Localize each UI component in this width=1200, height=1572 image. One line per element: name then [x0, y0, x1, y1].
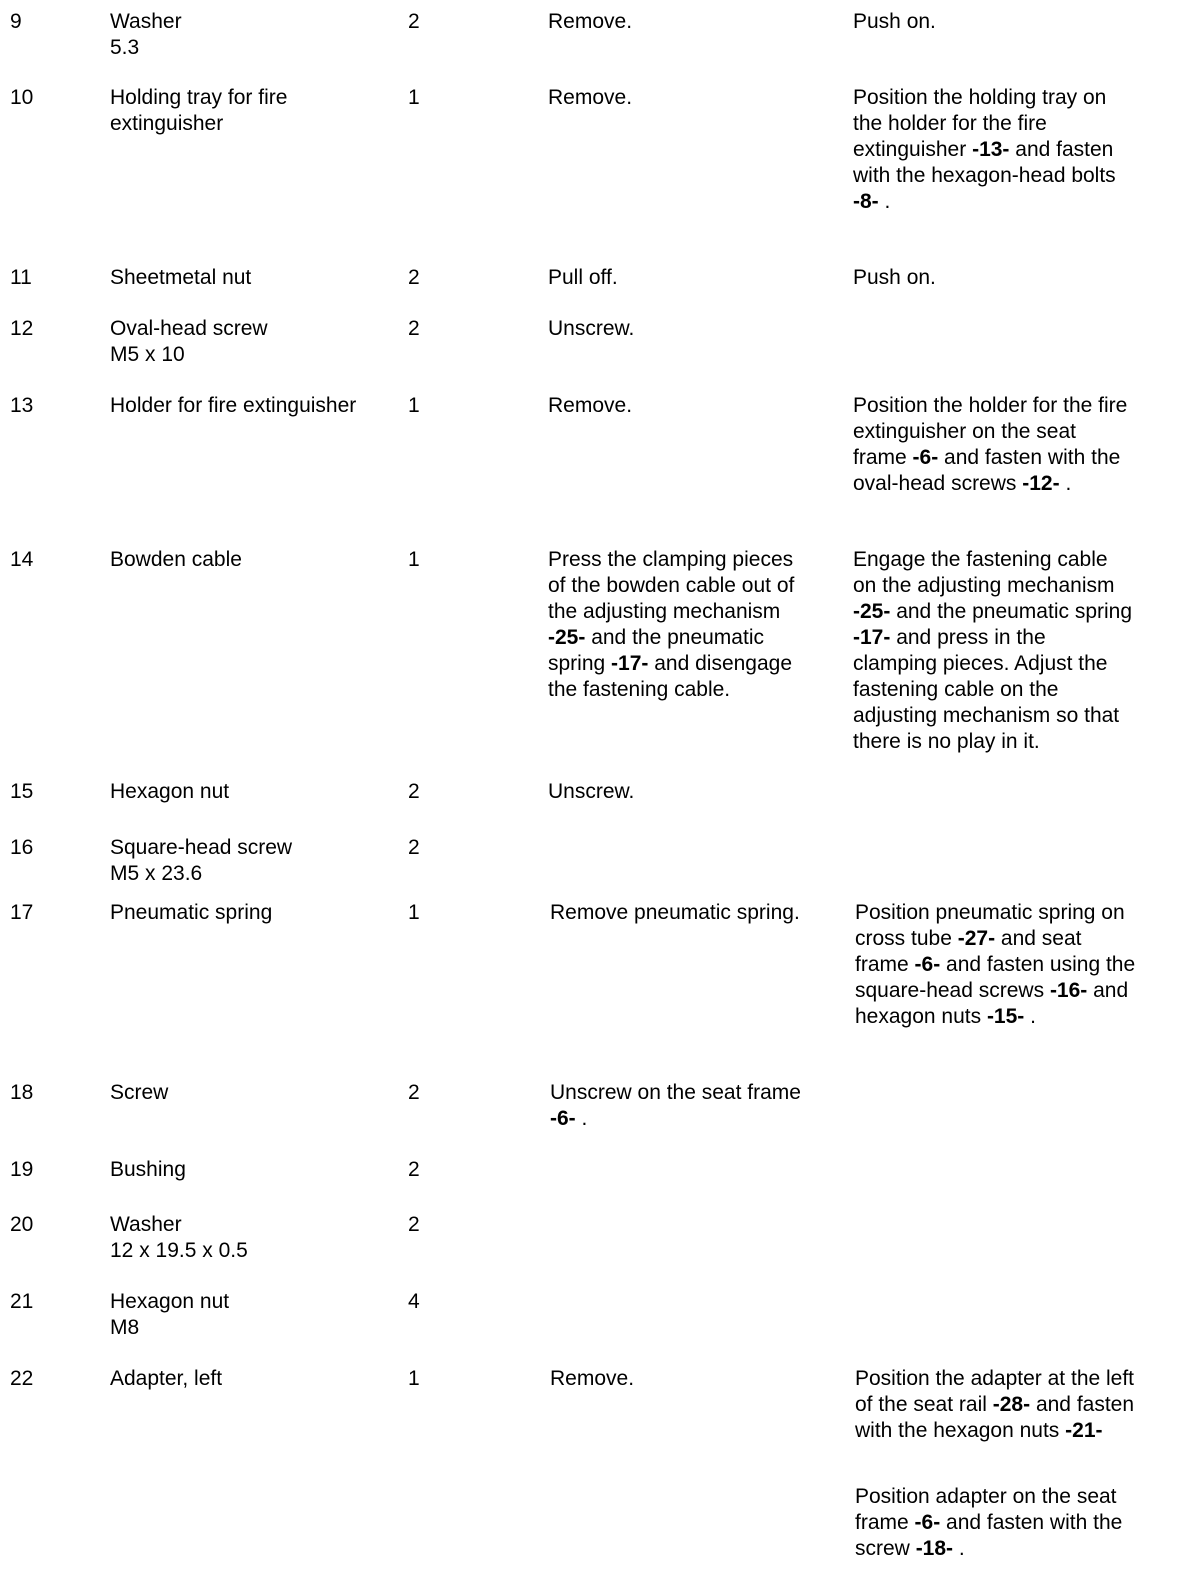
- text-line: -25- and the pneumatic: [548, 626, 764, 649]
- text-line: Unscrew on the seat frame: [550, 1081, 801, 1104]
- item-number: 21: [10, 1290, 34, 1313]
- item-number: 9: [10, 10, 22, 33]
- removal-text: [548, 547, 838, 703]
- text-line: Position the adapter at the left: [855, 1367, 1135, 1390]
- description-line: M5 x 10: [110, 343, 185, 366]
- text-line: Position pneumatic spring on: [855, 901, 1125, 924]
- text-line: Pull off.: [548, 266, 618, 289]
- installation-text: [855, 900, 1190, 1030]
- item-description: [110, 779, 395, 805]
- text-line: square-head screws -16- and: [855, 979, 1129, 1002]
- item-number: 20: [10, 1213, 34, 1236]
- installation-text: [853, 85, 1188, 215]
- part-reference: -18-: [915, 1537, 954, 1560]
- description-line: Square-head screw: [110, 836, 293, 859]
- item-description: [110, 547, 395, 573]
- text-line: adjusting mechanism so that: [853, 704, 1120, 727]
- description-line: Hexagon nut: [110, 1290, 230, 1313]
- part-reference: -21-: [1065, 1419, 1103, 1442]
- text-line: the holder for the fire: [853, 112, 1047, 135]
- text-line: clamping pieces. Adjust the: [853, 652, 1108, 675]
- item-quantity: 4: [408, 1290, 420, 1313]
- item-number: 17: [10, 901, 34, 924]
- description-line: Oval-head screw: [110, 317, 268, 340]
- part-reference: -6-: [912, 446, 939, 469]
- text-line: the fastening cable.: [548, 678, 731, 701]
- text-line: Unscrew.: [548, 317, 635, 340]
- installation-text: [853, 265, 1188, 291]
- item-quantity: 2: [408, 1213, 420, 1236]
- text-line: on the adjusting mechanism: [853, 574, 1115, 597]
- text-line: oval-head screws -12- .: [853, 472, 1072, 495]
- text-line: -17- and press in the: [853, 626, 1046, 649]
- text-line: there is no play in it.: [853, 730, 1040, 753]
- description-line: Bowden cable: [110, 548, 242, 571]
- item-description: [110, 85, 395, 137]
- description-line: Adapter, left: [110, 1367, 223, 1390]
- part-reference: -27-: [957, 927, 996, 950]
- part-reference: -28-: [992, 1393, 1031, 1416]
- text-line: hexagon nuts -15- .: [855, 1005, 1036, 1028]
- text-line: Push on.: [853, 266, 936, 289]
- text-line: Engage the fastening cable: [853, 548, 1108, 571]
- item-description: [110, 316, 395, 368]
- text-line: with the hexagon nuts -21-: [855, 1419, 1103, 1442]
- description-line: Pneumatic spring: [110, 901, 273, 924]
- text-line: Remove.: [548, 86, 633, 109]
- part-reference: -15-: [986, 1005, 1025, 1028]
- part-reference: -17-: [611, 652, 649, 675]
- description-line: M8: [110, 1316, 140, 1339]
- text-line: cross tube -27- and seat: [855, 927, 1082, 950]
- removal-text: [548, 265, 838, 291]
- item-number: 13: [10, 394, 34, 417]
- removal-text: [550, 1366, 840, 1392]
- removal-text: [548, 316, 838, 342]
- part-reference: -17-: [853, 626, 891, 649]
- installation-text: [853, 547, 1188, 755]
- item-description: [110, 1157, 395, 1183]
- text-line: with the hexagon-head bolts: [853, 164, 1116, 187]
- item-number: 10: [10, 86, 34, 109]
- text-line: screw -18- .: [855, 1537, 965, 1560]
- part-reference: -16-: [1049, 979, 1088, 1002]
- item-description: [110, 1212, 395, 1264]
- description-line: Washer: [110, 1213, 182, 1236]
- item-description: [110, 9, 395, 61]
- part-reference: -12-: [1022, 472, 1060, 495]
- part-reference: -25-: [548, 626, 586, 649]
- text-line: frame -6- and fasten with the: [855, 1511, 1123, 1534]
- item-description: [110, 900, 395, 926]
- text-line: of the seat rail -28- and fasten: [855, 1393, 1135, 1416]
- item-number: 18: [10, 1081, 34, 1104]
- description-line: M5 x 23.6: [110, 862, 203, 885]
- part-reference: -25-: [853, 600, 891, 623]
- text-line: -6- .: [550, 1107, 588, 1130]
- text-line: -25- and the pneumatic spring: [853, 600, 1133, 623]
- description-line: Sheetmetal nut: [110, 266, 252, 289]
- item-number: 15: [10, 780, 34, 803]
- part-reference: -8-: [853, 190, 879, 213]
- description-line: 12 x 19.5 x 0.5: [110, 1239, 248, 1262]
- item-quantity: 2: [408, 266, 420, 289]
- item-number: 14: [10, 548, 34, 571]
- item-quantity: 2: [408, 1081, 420, 1104]
- text-line: spring -17- and disengage: [548, 652, 793, 675]
- item-number: 12: [10, 317, 34, 340]
- installation-text: [855, 1366, 1190, 1444]
- item-quantity: 1: [408, 86, 420, 109]
- removal-text: [548, 393, 838, 419]
- text-line: frame -6- and fasten using the: [855, 953, 1136, 976]
- item-description: [110, 1366, 395, 1392]
- item-description: [110, 393, 395, 419]
- item-quantity: 2: [408, 1158, 420, 1181]
- item-quantity: 2: [408, 317, 420, 340]
- item-description: [110, 835, 395, 887]
- item-number: 22: [10, 1367, 34, 1390]
- text-line: extinguisher -13- and fasten: [853, 138, 1114, 161]
- text-line: Position the holding tray on: [853, 86, 1107, 109]
- description-line: Bushing: [110, 1158, 186, 1181]
- description-line: Holder for fire extinguisher: [110, 394, 357, 417]
- text-line: Remove.: [548, 10, 633, 33]
- description-line: Holding tray for fire: [110, 86, 288, 109]
- item-quantity: 1: [408, 901, 420, 924]
- description-line: Screw: [110, 1081, 169, 1104]
- part-reference: -13-: [972, 138, 1010, 161]
- item-quantity: 1: [408, 1367, 420, 1390]
- removal-text: [550, 900, 840, 926]
- item-description: [110, 1080, 395, 1106]
- text-line: Position adapter on the seat: [855, 1485, 1117, 1508]
- item-quantity: 2: [408, 836, 420, 859]
- removal-text: [550, 1080, 840, 1132]
- removal-text: [548, 85, 838, 111]
- removal-text: [548, 779, 838, 805]
- text-line: Remove.: [550, 1367, 635, 1390]
- item-number: 19: [10, 1158, 34, 1181]
- item-quantity: 2: [408, 780, 420, 803]
- installation-note: [855, 1484, 1190, 1562]
- text-line: Remove pneumatic spring.: [550, 901, 800, 924]
- text-line: frame -6- and fasten with the: [853, 446, 1121, 469]
- text-line: Remove.: [548, 394, 633, 417]
- text-line: Press the clamping pieces: [548, 548, 794, 571]
- part-reference: -6-: [550, 1107, 576, 1130]
- text-line: the adjusting mechanism: [548, 600, 781, 623]
- item-quantity: 1: [408, 548, 420, 571]
- item-description: [110, 1289, 395, 1341]
- text-line: -8- .: [853, 190, 891, 213]
- description-line: Washer: [110, 10, 182, 33]
- text-line: Position the holder for the fire: [853, 394, 1128, 417]
- removal-text: [548, 9, 838, 35]
- installation-text: [853, 9, 1188, 35]
- item-number: 16: [10, 836, 34, 859]
- text-line: Unscrew.: [548, 780, 635, 803]
- text-line: extinguisher on the seat: [853, 420, 1076, 443]
- description-line: 5.3: [110, 36, 140, 59]
- description-line: extinguisher: [110, 112, 224, 135]
- item-description: [110, 265, 395, 291]
- item-number: 11: [10, 266, 32, 289]
- item-quantity: 1: [408, 394, 420, 417]
- item-quantity: 2: [408, 10, 420, 33]
- text-line: fastening cable on the: [853, 678, 1059, 701]
- part-reference: -6-: [914, 953, 941, 976]
- description-line: Hexagon nut: [110, 780, 230, 803]
- text-line: of the bowden cable out of: [548, 574, 795, 597]
- text-line: Push on.: [853, 10, 936, 33]
- part-reference: -6-: [914, 1511, 941, 1534]
- installation-text: [853, 393, 1188, 497]
